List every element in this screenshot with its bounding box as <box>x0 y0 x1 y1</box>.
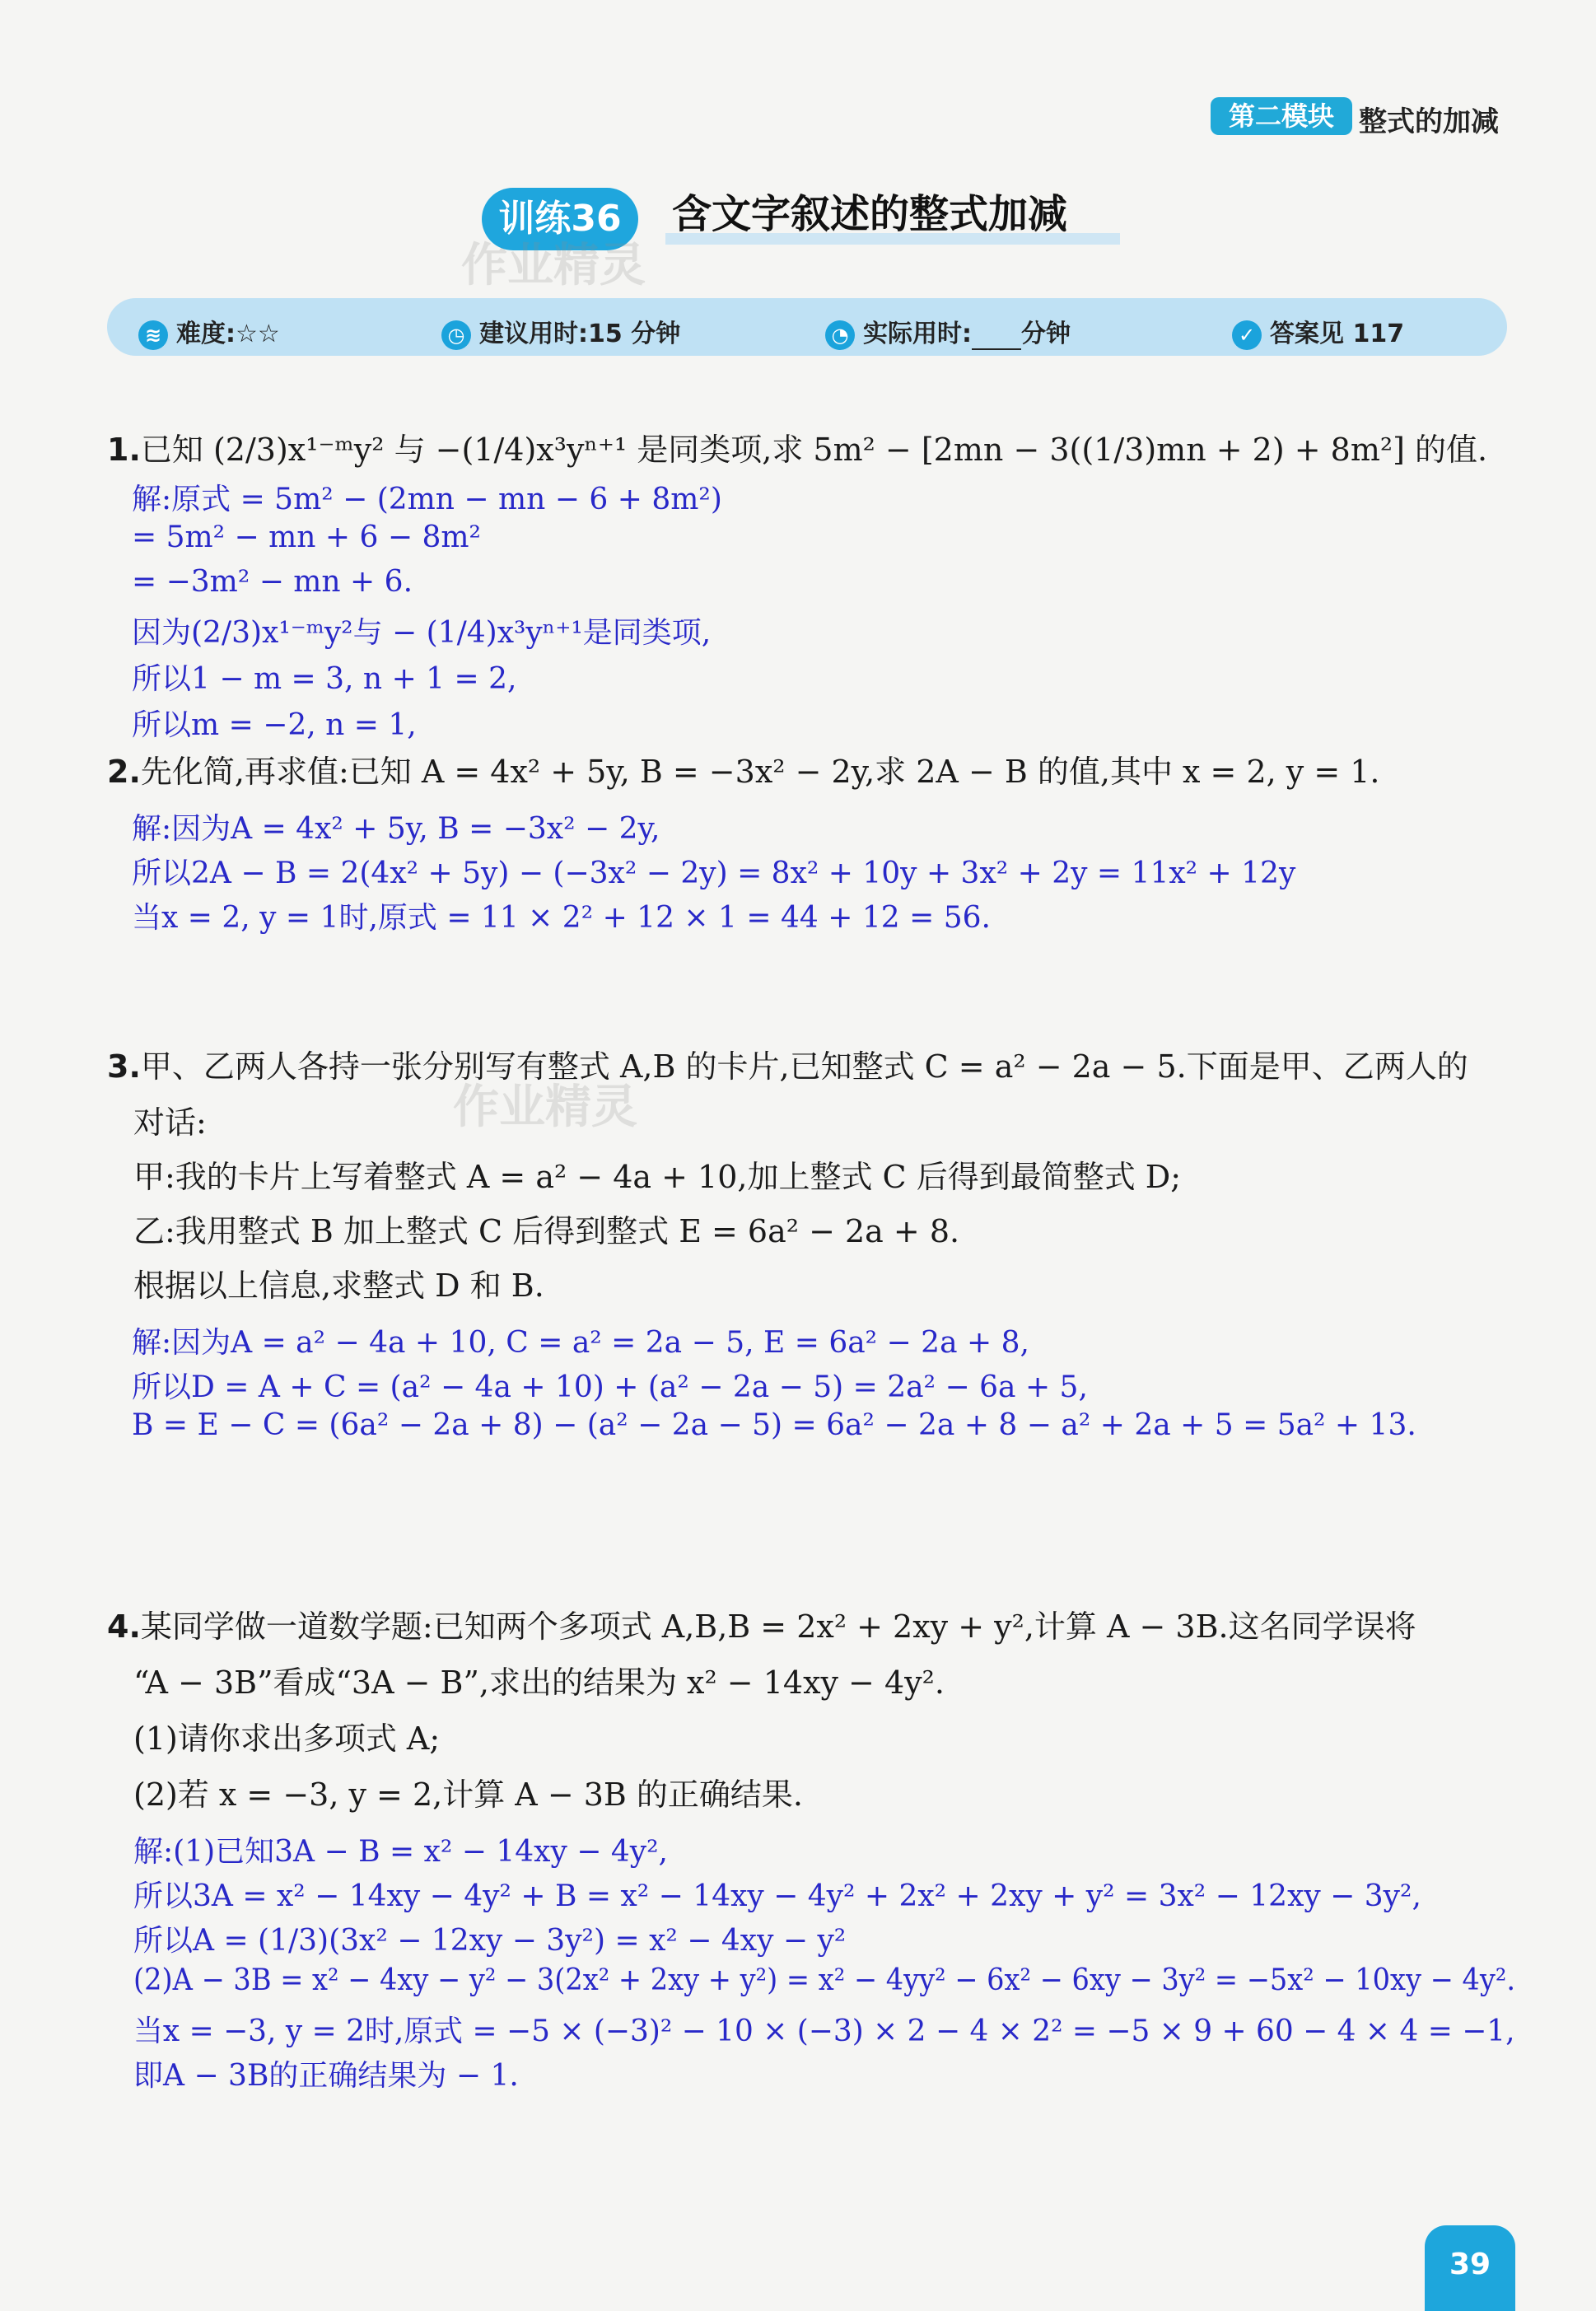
module-badge: 第二模块 <box>1211 97 1352 135</box>
wifi-icon: ≋ <box>138 320 168 350</box>
answer-line: 因为(2/3)x¹⁻ᵐy²与 − (1/4)x³yⁿ⁺¹是同类项, <box>132 616 712 650</box>
question-text: 先化简,再求值:已知 A = 4x² + 5y, B = −3x² − 2y,求 2A − B 的值,其中 x = 2, y = 1. <box>140 754 1380 790</box>
answer-ref-item <box>1232 313 1404 350</box>
answer-line: 所以1 − m = 3, n + 1 = 2, <box>132 662 517 696</box>
question-4-line <box>107 1601 1416 1646</box>
question-text: 根据以上信息,求整式 D 和 B. <box>133 1268 544 1304</box>
answer-line: 解:因为A = 4x² + 5y, B = −3x² − 2y, <box>132 812 660 846</box>
question-text: 乙:我用整式 B 加上整式 C 后得到整式 E = 6a² − 2a + 8. <box>133 1213 960 1249</box>
actual-time-unit: 分钟 <box>1021 320 1071 348</box>
actual-time-blank[interactable] <box>972 325 1021 350</box>
question-text: 某同学做一道数学题:已知两个多项式 A,B,B = 2x² + 2xy + y²,计算 A − 3B.这名同学误将 <box>140 1608 1416 1645</box>
question-number: 4. <box>107 1608 141 1645</box>
actual-time-item <box>825 313 1071 350</box>
answer-line: B = E − C = (6a² − 2a + 8) − (a² − 2a − 5) = 6a² − 2a + 8 − a² + 2a + 5 = 5a² + 13. <box>132 1408 1416 1442</box>
question-text: 甲、乙两人各持一张分别写有整式 A,B 的卡片,已知整式 C = a² − 2a − 5.下面是甲、乙两人的 <box>140 1048 1468 1085</box>
answer-line: 当x = −3, y = 2时,原式 = −5 × (−3)² − 10 × (−3) × 2 − 4 × 2² = −5 × 9 + 60 − 4 × 4 = −1, <box>133 2015 1515 2048</box>
question-text: 甲:我的卡片上写着整式 A = a² − 4a + 10,加上整式 C 后得到最简整式 D; <box>133 1159 1182 1195</box>
question-1-line <box>107 424 1487 469</box>
watermark-logo: 作业精灵 <box>453 1081 637 1134</box>
answer-ref-label: 答案见 117 <box>1270 320 1405 348</box>
question-3-line <box>107 1041 1468 1086</box>
question-text: (1)请你求出多项式 A; <box>133 1720 441 1757</box>
question-text: “A − 3B”看成“3A − B”,求出的结果为 x² − 14xy − 4y². <box>133 1664 945 1701</box>
check-circle-icon: ✓ <box>1232 320 1262 350</box>
training-title: 含文字叙述的整式加减 <box>672 191 1068 237</box>
answer-line: 所以D = A + C = (a² − 4a + 10) + (a² − 2a − 5) = 2a² − 6a + 5, <box>132 1370 1088 1404</box>
page-number: 39 <box>1425 2225 1515 2311</box>
question-text: (2)若 x = −3, y = 2,计算 A − 3B 的正确结果. <box>133 1776 804 1813</box>
answer-line: 所以2A − B = 2(4x² + 5y) − (−3x² − 2y) = 8x² + 10y + 3x² + 2y = 11x² + 12y <box>132 857 1296 890</box>
question-text: 对话: <box>133 1104 207 1141</box>
question-number: 2. <box>107 754 141 790</box>
answer-line: 解:(1)已知3A − B = x² − 14xy − 4y², <box>133 1835 668 1869</box>
clock-icon: ◷ <box>441 320 471 350</box>
actual-time-label: 实际用时: <box>863 320 972 348</box>
suggested-time-item <box>441 313 680 350</box>
timer-icon: ◔ <box>825 320 855 350</box>
answer-line: 当x = 2, y = 1时,原式 = 11 × 2² + 12 × 1 = 44 + 12 = 56. <box>132 901 991 935</box>
answer-line: = −3m² − mn + 6. <box>132 565 413 599</box>
answer-line: 解:因为A = a² − 4a + 10, C = a² = 2a − 5, E = 6a² − 2a + 8, <box>132 1326 1029 1360</box>
answer-line: 所以m = −2, n = 1, <box>132 708 417 742</box>
training-badge: 训练36 <box>482 188 638 250</box>
question-text: 已知 (2/3)x¹⁻ᵐy² 与 −(1/4)x³yⁿ⁺¹ 是同类项,求 5m² − [2mn − 3((1/3)mn + 2) + 8m²] 的值. <box>140 432 1488 468</box>
question-number: 1. <box>107 432 141 468</box>
answer-line: 所以A = (1/3)(3x² − 12xy − 3y²) = x² − 4xy − y² <box>133 1924 847 1958</box>
watermark-logo: 作业精灵 <box>461 239 646 292</box>
answer-line: 解:原式 = 5m² − (2mn − mn − 6 + 8m²) <box>132 483 722 516</box>
difficulty-item <box>138 313 280 350</box>
answer-line: (2)A − 3B = x² − 4xy − y² − 3(2x² + 2xy + y²) = x² − 4yy² − 6x² − 6xy − 3y² = −5x² − 10xy − 4y². <box>133 1963 1516 1997</box>
suggested-time-label: 建议用时:15 分钟 <box>479 320 681 348</box>
answer-line: 即A − 3B的正确结果为 − 1. <box>133 2059 519 2093</box>
answer-line: = 5m² − mn + 6 − 8m² <box>132 521 481 554</box>
difficulty-label: 难度:☆☆ <box>176 320 280 348</box>
module-title: 整式的加减 <box>1359 105 1499 138</box>
question-2-line <box>107 746 1380 791</box>
answer-line: 所以3A = x² − 14xy − 4y² + B = x² − 14xy − 4y² + 2x² + 2xy + y² = 3x² − 12xy − 3y², <box>133 1879 1421 1913</box>
question-number: 3. <box>107 1048 141 1085</box>
